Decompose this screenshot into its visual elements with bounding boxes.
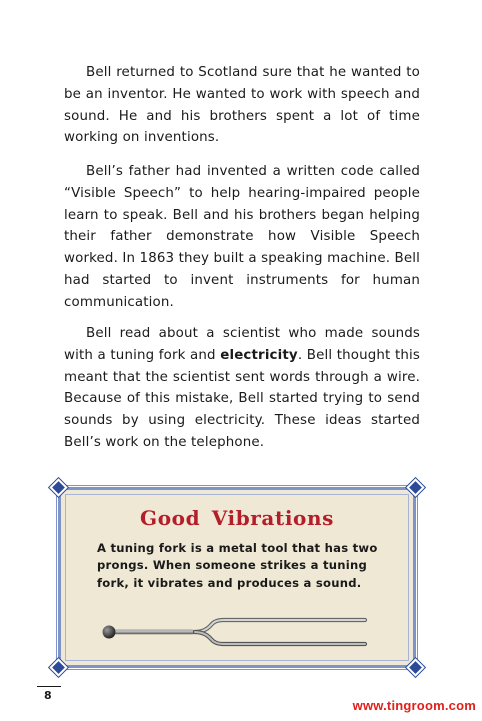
paragraph-2: Bell’s father had invented a written code called “Visible Speech” to help hearing-impaired people learn to speak. Bell and his brothers began helping their father demonstrate how Visible Speech worked. In 1863 they built a speaking machine. Bell had started to invent instruments for human communication. <box>64 164 420 310</box>
sidebar-box <box>58 487 416 668</box>
paragraph-3 <box>64 323 420 454</box>
page-number-rule <box>37 686 61 687</box>
glossary-term-electricity: electricity <box>220 347 298 363</box>
sidebar-title: Good Vibrations <box>140 506 334 530</box>
page-number: 8 <box>44 689 52 702</box>
paragraph-3-text-end: . Bell thought this meant that the scientist sent words through a wire. Because of this mistake, Bell started trying to send sounds by using electricity. These ideas started Bell’s work on the telephone. <box>64 347 420 450</box>
paragraph-1: Bell returned to Scotland sure that he wanted to be an inventor. He wanted to work with speech and sound. He and his brothers spent a lot of time working on inventions. <box>64 65 420 146</box>
corner-ornament-icon <box>406 658 424 676</box>
corner-ornament-icon <box>406 478 424 496</box>
watermark: www.tingroom.com <box>352 698 476 713</box>
sidebar-text: A tuning fork is a metal tool that has two prongs. When someone strikes a tuning fork, it vibrates and produces a sound. <box>97 541 378 590</box>
paragraph-3-text-start: Bell read about a scientist who made sounds with a tuning fork and <box>64 326 420 363</box>
corner-ornament-icon <box>49 478 67 496</box>
corner-ornament-icon <box>49 658 67 676</box>
tuning-fork-icon <box>101 612 371 650</box>
